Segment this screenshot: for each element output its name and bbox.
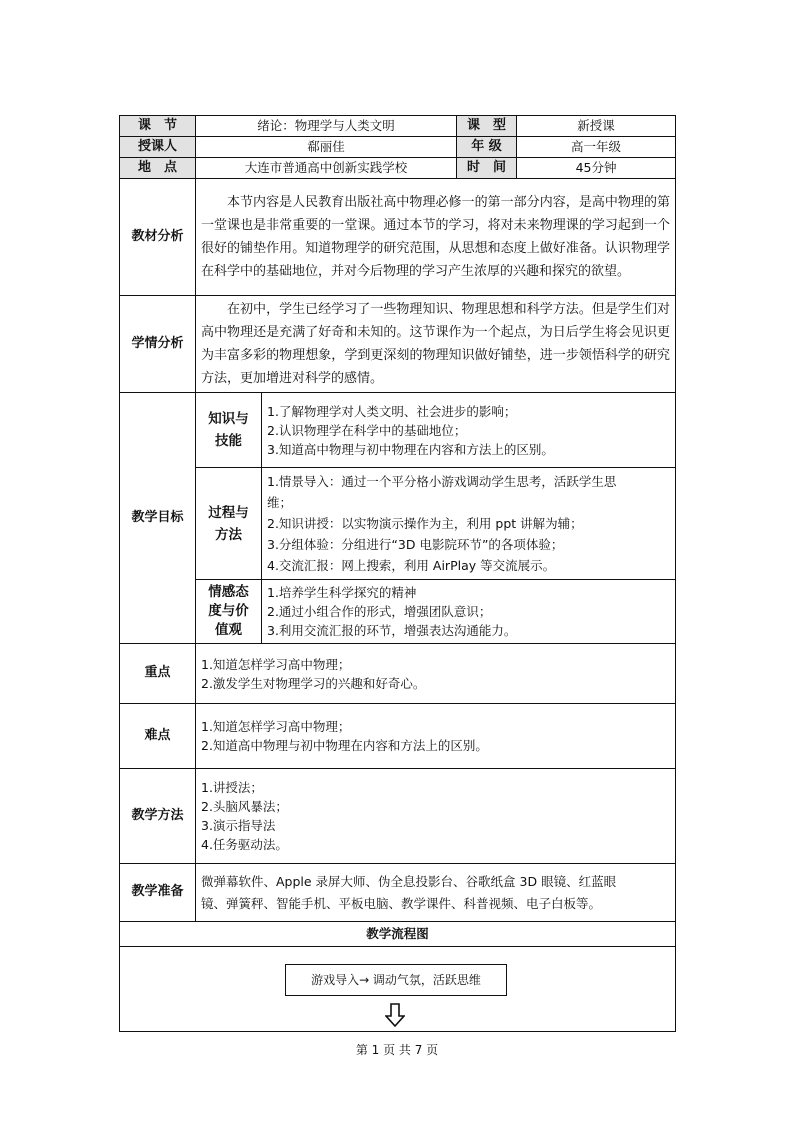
goals-label: 教学目标 <box>120 393 196 644</box>
teacher-label: 授课人 <box>120 137 196 158</box>
attitude-label <box>196 580 262 644</box>
lesson-label: 课 节 <box>120 116 196 137</box>
list-item: 4.交流汇报：网上搜索，利用 AirPlay 等交流展示。 <box>267 558 556 573</box>
key-points-items <box>196 644 676 704</box>
material-label: 教材分析 <box>120 179 196 296</box>
flow-step-text: 游戏导入→ 调动气氛，活跃思维 <box>311 972 481 987</box>
list-item: 2.认识物理学在科学中的基础地位； <box>267 422 467 438</box>
teacher-name: 郗丽佳 <box>196 137 457 158</box>
lesson-type-label: 课 型 <box>457 116 517 137</box>
knowledge-label-line2: 技能 <box>215 433 242 449</box>
row-difficulties <box>120 704 676 769</box>
grade-label: 年 级 <box>457 137 517 158</box>
knowledge-label <box>196 393 262 468</box>
list-item: 2.知识讲授：以实物演示操作为主，利用 ppt 讲解为辅； <box>267 516 583 531</box>
time-label: 时 间 <box>457 158 517 179</box>
process-label <box>196 468 262 580</box>
lesson-plan-table <box>119 115 676 1032</box>
attitude-label-line3: 值观 <box>215 622 242 638</box>
row-lesson <box>120 116 676 137</box>
row-goal-attitude <box>120 580 676 644</box>
list-item: 2.头脑风暴法； <box>201 799 288 814</box>
list-item: 1.了解物理学对人类文明、社会进步的影响； <box>267 403 517 419</box>
flow-step-box <box>285 964 507 996</box>
attitude-label-line2: 度与价 <box>208 603 249 619</box>
row-flow-title <box>120 922 676 947</box>
material-text: 本节内容是人民教育出版社高中物理必修一的第一部分内容，是高中物理的第一堂课也是非常重要的一堂课。通过本节的学习，将对未来物理课的学习起到一个很好的铺垫作用。知道物理学的研究范围，从思想和态度上做好准备。认识物理学在科学中的基础地位，并对今后物理的学习产生浓厚的兴趣和探究的欲望。 <box>196 179 676 296</box>
knowledge-label-line1: 知识与 <box>208 411 249 427</box>
row-flow-chart <box>120 947 676 1032</box>
lesson-title: 绪论：物理学与人类文明 <box>196 116 457 137</box>
process-items <box>262 468 676 580</box>
list-item: 1.讲授法； <box>201 780 263 795</box>
difficulties-items <box>196 704 676 769</box>
methods-label: 教学方法 <box>120 769 196 864</box>
list-item: 4.任务驱动法。 <box>201 837 288 852</box>
methods-items <box>196 769 676 864</box>
lesson-type: 新授课 <box>517 116 676 137</box>
list-item: 1.知道怎样学习高中物理； <box>201 719 351 734</box>
row-location <box>120 158 676 179</box>
prep-line-1: 微弹幕软件、Apple 录屏大师、伪全息投影台、谷歌纸盒 3D 眼镜、红蓝眼 <box>201 873 617 889</box>
prep-line-2: 镜、弹簧秤、智能手机、平板电脑、教学课件、科普视频、电子白板等。 <box>201 895 602 911</box>
row-methods <box>120 769 676 864</box>
row-preparation <box>120 864 676 922</box>
flow-title: 教学流程图 <box>120 922 676 947</box>
down-arrow-icon <box>385 1003 405 1027</box>
location-value: 大连市普通高中创新实践学校 <box>196 158 457 179</box>
grade-value: 高一年级 <box>517 137 676 158</box>
page-footer: 第 1 页 共 7 页 <box>355 1043 439 1057</box>
list-item: 1.培养学生科学探究的精神 <box>267 585 417 600</box>
key-points-label: 重点 <box>120 644 196 704</box>
flow-chart <box>120 947 676 1032</box>
list-item: 3.演示指导法 <box>201 818 276 833</box>
students-text: 在初中，学生已经学习了一些物理知识、物理思想和科学方法。但是学生们对高中物理还是充满了好奇和未知的。这节课作为一个起点，为日后学生将会见识更为丰富多彩的物理想象，学到更深刻的物理知识做好铺垫，进一步领悟科学的研究方法，更加增进对科学的感情。 <box>196 296 676 393</box>
row-goal-process <box>120 468 676 580</box>
list-item: 3.分组体验：分组进行“3D 电影院环节”的各项体验； <box>267 537 564 552</box>
lesson-plan <box>119 115 675 1032</box>
list-item: 3.知道高中物理与初中物理在内容和方法上的区别。 <box>267 441 554 457</box>
list-item: 1.知道怎样学习高中物理； <box>201 656 351 672</box>
attitude-label-line1: 情感态 <box>208 584 249 600</box>
difficulties-label: 难点 <box>120 704 196 769</box>
row-teacher <box>120 137 676 158</box>
students-label: 学情分析 <box>120 296 196 393</box>
list-item: 维； <box>267 495 293 510</box>
time-value: 45分钟 <box>517 158 676 179</box>
prep-label: 教学准备 <box>120 864 196 922</box>
list-item: 1.情景导入：通过一个平分格小游戏调动学生思考，活跃学生思 <box>267 474 617 489</box>
list-item: 2.通过小组合作的形式，增强团队意识； <box>267 604 492 619</box>
process-label-line2: 方法 <box>215 526 242 543</box>
row-student-analysis <box>120 296 676 393</box>
row-goal-knowledge <box>120 393 676 468</box>
list-item: 3.利用交流汇报的环节，增强表达沟通能力。 <box>267 623 517 638</box>
prep-text <box>196 864 676 922</box>
location-label: 地 点 <box>120 158 196 179</box>
list-item: 2.知道高中物理与初中物理在内容和方法上的区别。 <box>201 738 488 753</box>
attitude-items <box>262 580 676 644</box>
list-item: 2.激发学生对物理学习的兴趣和好奇心。 <box>201 675 426 691</box>
row-key-points <box>120 644 676 704</box>
process-label-line1: 过程与 <box>208 504 249 521</box>
row-material-analysis <box>120 179 676 296</box>
knowledge-items <box>262 393 676 468</box>
